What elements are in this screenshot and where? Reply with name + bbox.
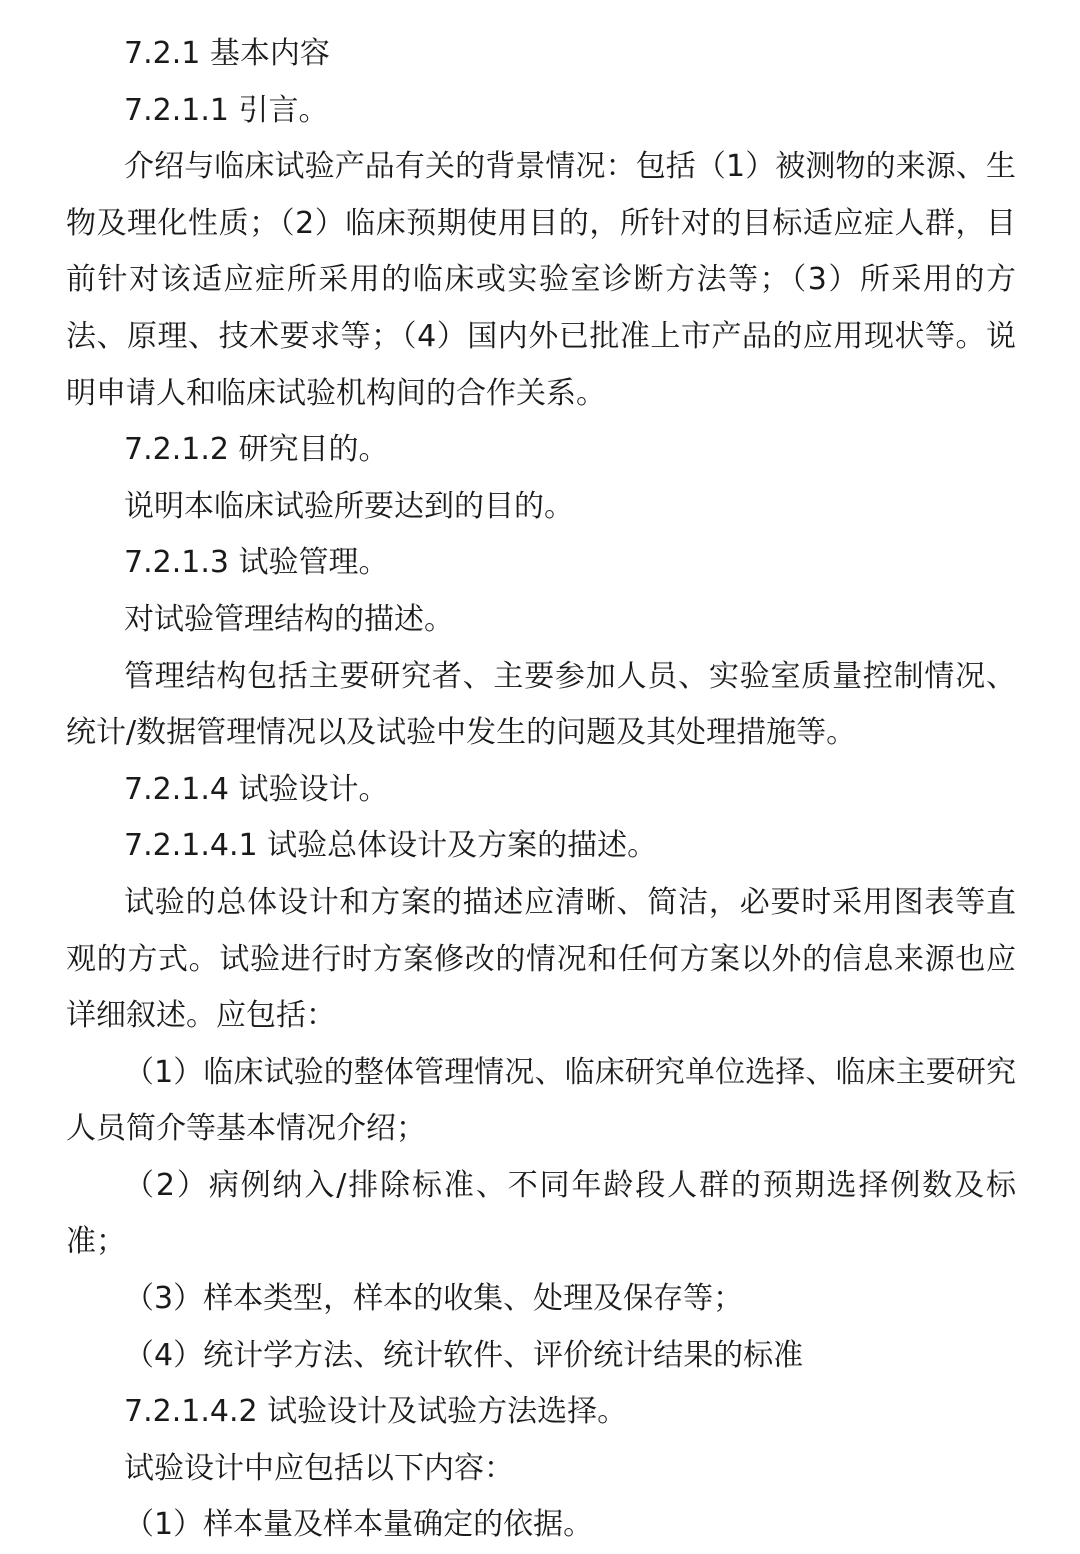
list-item-4: （4）统计学方法、统计软件、评价统计结果的标准 bbox=[124, 1337, 804, 1373]
heading-7-2-1-3: 7.2.1.3 试验管理。 bbox=[124, 545, 389, 581]
heading-7-2-1: 7.2.1 基本内容 bbox=[124, 36, 330, 71]
paragraph-design-content: 试验设计中应包括以下内容： bbox=[124, 1450, 514, 1486]
list-item-1: （1）临床试验的整体管理情况、临床研究单位选择、临床主要研究人员简介等基本情况介绍； bbox=[66, 1054, 1016, 1147]
heading-7-2-1-1: 7.2.1.1 引言。 bbox=[124, 92, 329, 128]
paragraph-introduction: 介绍与临床试验产品有关的背景情况：包括（1）被测物的来源、生物及理化性质；（2）临床预期使用目的，所针对的目标适应症人群，目前针对该适应症所采用的临床或实验室诊断方法等；（3）所采用的方法、原理、技术要求等；（4）国内外已批准上市产品的应用现状等。说明申请人和临床试验机构间的合作关系。 bbox=[66, 149, 1016, 411]
list-item-3: （3）样本类型，样本的收集、处理及保存等； bbox=[124, 1281, 744, 1317]
paragraph-research-purpose: 说明本临床试验所要达到的目的。 bbox=[124, 488, 574, 524]
paragraph-overall-design: 试验的总体设计和方案的描述应清晰、简洁，必要时采用图表等直观的方式。试验进行时方案修改的情况和任何方案以外的信息来源也应详细叙述。应包括： bbox=[66, 884, 1016, 1034]
heading-7-2-1-2: 7.2.1.2 研究目的。 bbox=[124, 432, 389, 468]
heading-7-2-1-4-1: 7.2.1.4.1 试验总体设计及方案的描述。 bbox=[124, 828, 658, 864]
list-item-2: （2）病例纳入/排除标准、不同年龄段人群的预期选择例数及标准； bbox=[66, 1167, 1016, 1260]
document-body bbox=[66, 26, 1016, 1554]
heading-7-2-1-4-2: 7.2.1.4.2 试验设计及试验方法选择。 bbox=[124, 1394, 628, 1430]
paragraph-management-details: 管理结构包括主要研究者、主要参加人员、实验室质量控制情况、统计/数据管理情况以及试验中发生的问题及其处理措施等。 bbox=[66, 658, 1016, 751]
paragraph-management-structure: 对试验管理结构的描述。 bbox=[124, 601, 454, 637]
list-item-sample-size: （1）样本量及样本量确定的依据。 bbox=[124, 1507, 594, 1543]
heading-7-2-1-4: 7.2.1.4 试验设计。 bbox=[124, 771, 389, 807]
